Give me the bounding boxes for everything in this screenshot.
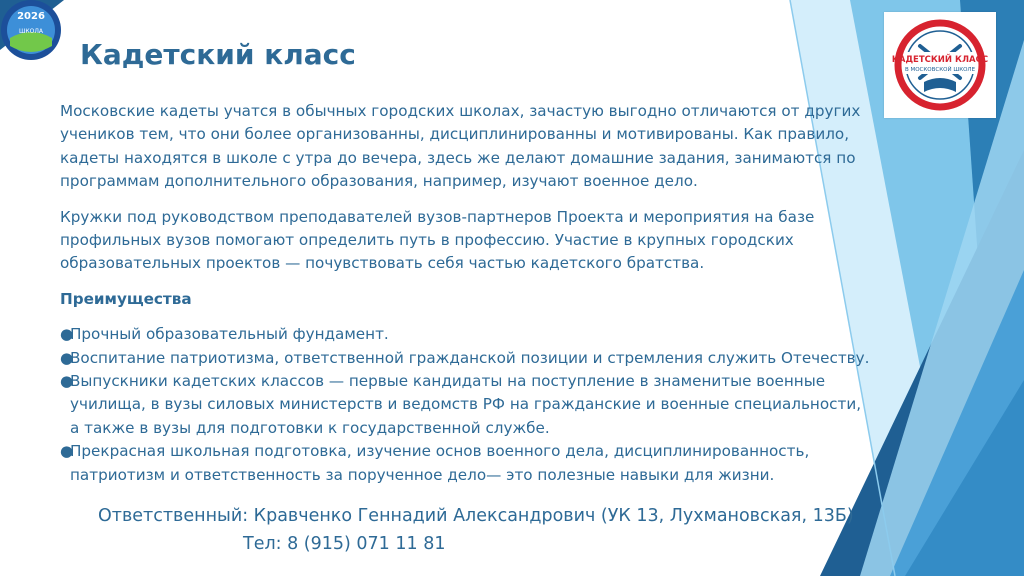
school-logo (0, 0, 64, 64)
advantage-text: Прочный образовательный фундамент. (70, 325, 389, 344)
advantage-text: Воспитание патриотизма, ответственной гражданской позиции и стремления служить Отечеству. (70, 348, 870, 367)
advantage-text: Прекрасная школьная подготовка, изучение основ военного дела, дисциплинированность, патриотизм и ответственность за порученное дело— это полезные навыки для жизни. (70, 442, 810, 484)
cadet-badge-emblem (884, 12, 996, 118)
slide-body (60, 100, 870, 487)
advantage-text: Выпускники кадетских классов — первые кандидаты на поступление в знаменитые военные училища, в вузы силовых министерств и ведомств РФ на гражданские и военные специальности, а также в вузы для подготовки к государственной службе. (70, 372, 862, 437)
list-item: ●Выпускники кадетских классов — первые кандидаты на поступление в знаменитые военные училища, в вузы силовых министерств и ведомств РФ на гражданские и военные специальности, а также в вузы для подготовки к государственной службе. (60, 372, 862, 437)
list-item: ●Воспитание патриотизма, ответственной гражданской позиции и стремления служить Отечеству. (60, 348, 870, 367)
cadet-badge-line2: В МОСКОВСКОЙ ШКОЛЕ (904, 67, 976, 73)
school-logo-caption: ШКОЛА (18, 28, 44, 35)
advantages-heading: Преимущества (60, 289, 192, 308)
responsible-person: Ответственный: Кравченко Геннадий Александрович (УК 13, Лухмановская, 13Б) (98, 506, 854, 526)
paragraph-intro: Московские кадеты учатся в обычных городских школах, зачастую выгодно отличаются от других учеников тем, что они более организованны, дисциплинированны и мотивированы. Как правило, кадеты находятся в школе с утра до вечера, здесь же делают домашние задания, занимаются по программам дополнительного образования, например, изучают военное дело. (60, 102, 861, 191)
advantages-list (60, 323, 870, 487)
cadet-class-badge (884, 12, 996, 118)
paragraph-clubs: Кружки под руководством преподавателей вузов-партнеров Проекта и мероприятия на базе профильных вузов помогают определить путь в профессию. Участие в крупных городских образовательных проектов — почувствовать себя частью кадетского братства. (60, 207, 815, 273)
list-item: ●Прочный образовательный фундамент. (60, 325, 389, 344)
slide-title: Кадетский класс (80, 38, 356, 71)
cadet-badge-line1: КАДЕТСКИЙ КЛАСС (891, 55, 989, 65)
phone-number: Тел: 8 (915) 071 11 81 (243, 534, 446, 554)
list-item: ●Прекрасная школьная подготовка, изучение основ военного дела, дисциплинированность, патриотизм и ответственность за порученное дело— это полезные навыки для жизни. (60, 442, 810, 484)
school-logo-year: 2026 (17, 11, 45, 22)
